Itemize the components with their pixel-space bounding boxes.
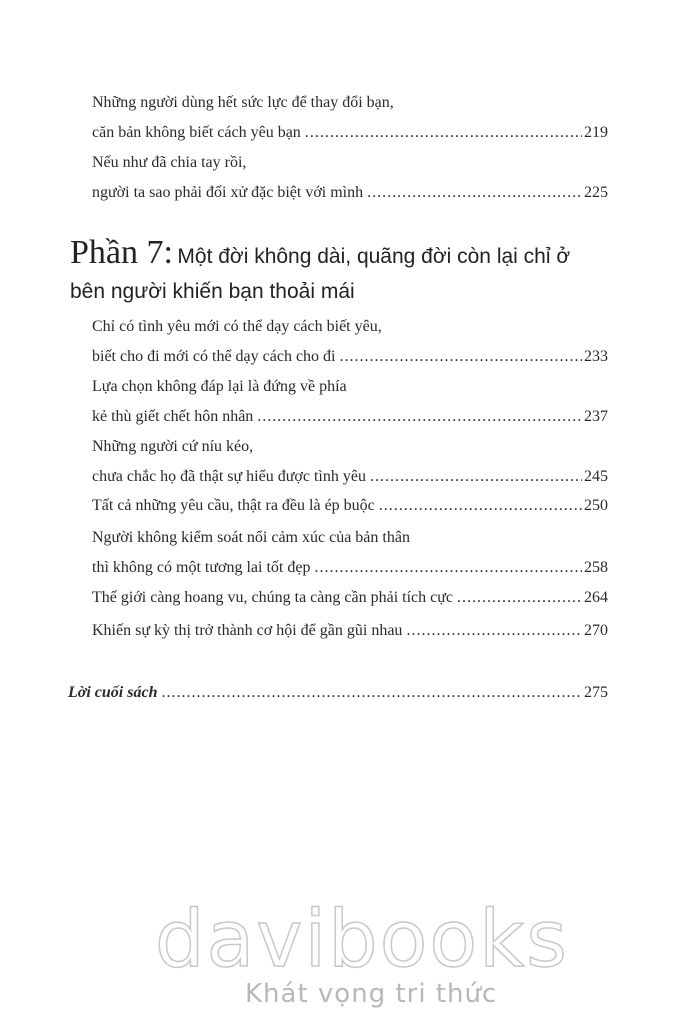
- toc-entry-title: chưa chắc họ đã thật sự hiểu được tình yêu: [92, 468, 366, 485]
- dot-leader: [367, 178, 582, 208]
- toc-entry-title: người ta sao phải đối xử đặc biệt với mình: [92, 184, 364, 201]
- dot-leader: [457, 583, 582, 613]
- toc-entry-title: Thế giới càng hoang vu, chúng ta càng cần phải tích cực: [92, 589, 453, 606]
- afterword-page: 275: [584, 684, 608, 701]
- toc-entry-line1: Người không kiểm soát nổi cảm xúc của bản thân: [92, 529, 410, 546]
- toc-entry-page: 225: [584, 184, 608, 201]
- dot-leader: [379, 491, 582, 521]
- dot-leader: [257, 402, 582, 432]
- toc-entry-page: 250: [584, 497, 608, 514]
- dot-leader: [314, 553, 582, 583]
- publisher-logo: davibooks: [155, 895, 569, 985]
- toc-entry: [92, 616, 608, 646]
- toc-entry-line2: [92, 553, 608, 583]
- toc-afterword: [68, 678, 608, 708]
- dot-leader: [406, 616, 582, 646]
- toc-entry-line1: Những người dùng hết sức lực để thay đổi bạn,: [92, 94, 394, 111]
- dot-leader: [340, 342, 583, 372]
- toc-entry-title: căn bản không biết cách yêu bạn: [92, 124, 301, 141]
- toc-entry-title: biết cho đi mới có thể dạy cách cho đi: [92, 348, 336, 365]
- toc-entry: [92, 312, 608, 372]
- toc-entry-line2: [92, 118, 608, 148]
- toc-entry-title: kẻ thù giết chết hôn nhân: [92, 408, 254, 425]
- toc-entry-line1: Nếu như đã chia tay rồi,: [92, 154, 247, 171]
- toc-entry-line1: Những người cứ níu kéo,: [92, 438, 254, 455]
- toc-entry: [92, 88, 608, 148]
- toc-entry-page: 258: [584, 559, 608, 576]
- toc-entry: [92, 432, 608, 492]
- toc-entry: [92, 148, 608, 208]
- toc-entry-line2: [92, 462, 608, 492]
- toc-entry-page: 270: [584, 622, 608, 639]
- toc-entry-title: Khiến sự kỳ thị trở thành cơ hội để gần gũi nhau: [92, 622, 403, 639]
- toc-entry-line1: Lựa chọn không đáp lại là đứng về phía: [92, 378, 347, 395]
- toc-entry-line2: [92, 402, 608, 432]
- toc-entry-line: [92, 583, 608, 613]
- toc-entry-page: 237: [584, 408, 608, 425]
- toc-entry-page: 264: [584, 589, 608, 606]
- toc-entry-line: [92, 616, 608, 646]
- toc-entry-line2: [92, 342, 608, 372]
- dot-leader: [370, 462, 582, 492]
- toc-entry-page: 219: [584, 124, 608, 141]
- dot-leader: [161, 678, 582, 708]
- toc-entry: [92, 583, 608, 613]
- toc-entry-line: [92, 491, 608, 521]
- part-title-line2: bên người khiến bạn thoải mái: [70, 280, 355, 303]
- toc-entry: [92, 372, 608, 432]
- toc-entry-line1: Chỉ có tình yêu mới có thể dạy cách biết yêu,: [92, 318, 382, 335]
- toc-entry: [92, 523, 608, 583]
- toc-entry-page: 245: [584, 468, 608, 485]
- part-title-line1: Một đời không dài, quãng đời còn lại chỉ ở: [177, 245, 571, 268]
- part-heading: [70, 234, 630, 310]
- publisher-watermark: [155, 895, 569, 1009]
- toc-entry-page: 233: [584, 348, 608, 365]
- publisher-slogan: Khát vọng tri thức: [245, 979, 498, 1009]
- afterword-label: Lời cuối sách: [68, 684, 158, 701]
- toc-entry-title: Tất cả những yêu cầu, thật ra đều là ép buộc: [92, 497, 375, 514]
- toc-entry: [92, 491, 608, 521]
- toc-entry-line2: [92, 178, 608, 208]
- toc-entry-title: thì không có một tương lai tốt đẹp: [92, 559, 311, 576]
- part-label: Phần 7:: [70, 234, 173, 271]
- dot-leader: [305, 118, 582, 148]
